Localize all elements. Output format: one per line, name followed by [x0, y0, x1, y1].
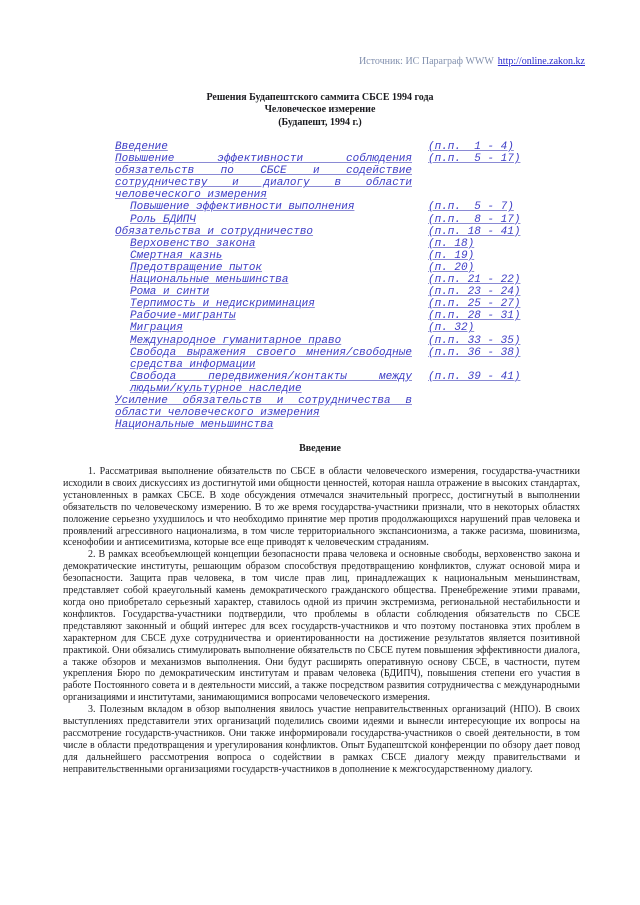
toc-entry-paragraph-ref: (п. 19): [428, 249, 475, 262]
toc-entry-label: Предотвращение пыток: [130, 261, 263, 274]
toc-link[interactable]: [115, 335, 555, 347]
toc-entry-paragraph-ref: (п.п. 21 - 22): [428, 274, 521, 287]
toc-entry-paragraph-ref: (п.п. 18 - 41): [428, 225, 521, 238]
toc-entry-paragraph-ref: (п.п. 23 - 24): [428, 286, 521, 299]
toc-entry-label: Усиление обязательств и сотрудничества в области человеческого измерения: [115, 394, 412, 420]
toc-entry-paragraph-ref: (п.п. 5 - 17): [428, 153, 521, 166]
toc-entry-paragraph-ref: (п.п. 39 - 41): [428, 370, 521, 383]
toc-link[interactable]: [115, 310, 555, 322]
toc-link[interactable]: [115, 238, 555, 250]
toc-link[interactable]: [115, 347, 555, 371]
toc-link[interactable]: [115, 274, 555, 286]
toc-entry-label: Миграция: [130, 322, 183, 335]
toc-link[interactable]: [115, 153, 555, 201]
toc-link[interactable]: [115, 395, 555, 419]
toc-entry-label: Верховенство закона: [130, 237, 256, 250]
toc-entry-label: Свобода передвижения/контакты между людьми/культурное наследие: [130, 370, 412, 395]
toc-entry-label: Национальные меньшинства: [130, 274, 289, 287]
toc-link[interactable]: [115, 298, 555, 310]
toc-link[interactable]: [115, 214, 555, 226]
toc-entry-paragraph-ref: (п. 32): [428, 322, 475, 335]
source-line: [359, 56, 585, 68]
toc-entry-paragraph-ref: (п.п. 36 - 38): [428, 346, 521, 359]
toc-entry-paragraph-ref: (п.п. 28 - 31): [428, 310, 521, 323]
toc-link[interactable]: [115, 201, 555, 213]
toc-entry-paragraph-ref: (п.п. 33 - 35): [428, 334, 521, 347]
body-paragraph: 1. Рассматривая выполнение обязательств по СБСЕ в области человеческого измерения, государства-участники исходили в своих дискуссиях из достигнутой ими общности ценностей, которая нашла отражение в высоких стандартах, установленных в рамках СБСЕ. В ходе обсуждения отмечался значительный прогресс, достигнутый в выполнении обязательств по человеческому измерению. В то же время государства-участники признали, что в некоторых областях положение серьезно ухудшилось и что необходимо принятие мер против продолжающихся нарушений прав человека и проявлений агрессивного национализма, в том числе территориального экспансионизма, а также расизма, шовинизма, ксенофобии и антисемитизма, которые все еще приводят к человеческим страданиям.: [63, 466, 580, 549]
toc-entry-label: Обязательства и сотрудничество: [115, 225, 314, 238]
toc-entry-paragraph-ref: (п.п. 8 - 17): [428, 213, 521, 226]
toc-link[interactable]: [115, 371, 555, 395]
title-line-1: Решения Будапештского саммита СБСЕ 1994 года: [206, 92, 434, 103]
toc-entry-label: Терпимость и недискриминация: [130, 298, 315, 311]
table-of-contents: [115, 141, 555, 431]
toc-entry-paragraph-ref: (п.п. 25 - 27): [428, 298, 521, 311]
toc-link[interactable]: [115, 419, 555, 431]
toc-entry-label: Введение: [115, 141, 168, 153]
toc-entry-label: Роль БДИПЧ: [130, 213, 197, 226]
toc-entry-label: Рабочие-мигранты: [130, 310, 236, 323]
body-paragraph: 3. Полезным вкладом в обзор выполнения явилось участие неправительственных организаций (НПО). В своих выступлениях представители этих организаций поделились своими идеями и вынесли интересующие их вопросы на рассмотрение государств-участников. Они также информировали государства-участников о своей деятельности, в том числе в области предотвращения и урегулирования конфликтов. Опыт Будапештской конференции по обзору дает повод для дальнейшего рассмотрения вопроса о содействии в рамках СБСЕ диалогу между правительствами и неправительственными организациями государств-участников в дополнение к межгосударственному диалогу.: [63, 704, 580, 775]
toc-entry-paragraph-ref: (п.п. 5 - 7): [428, 201, 514, 214]
source-link[interactable]: http://online.zakon.kz: [497, 56, 585, 67]
toc-entry-paragraph-ref: (п.п. 1 - 4): [428, 141, 514, 153]
toc-link[interactable]: [115, 286, 555, 298]
toc-link[interactable]: [115, 226, 555, 238]
document-body: [63, 466, 580, 776]
source-label: Источник: ИС Параграф WWW: [358, 56, 494, 67]
toc-entry-label: Повышение эффективности соблюдения обязательств по СБСЕ и содействие сотрудничеству и диалогу в области человеческого измерения: [115, 153, 412, 202]
toc-link[interactable]: [115, 250, 555, 262]
body-paragraph: 2. В рамках всеобъемлющей концепции безопасности права человека и основные свободы, верховенство закона и демократические институты, решающим образом способствуя предотвращению конфликтов, служат основой мира и безопасности. Защита прав человека, в том числе прав лиц, принадлежащих к национальным меньшинствам, представляет собой краеугольный камень демократического гражданского общества. Пренебрежение этими правами, когда оно приобретало серьезный характер, ставилось одной из причин экстремизма, региональной нестабильности и конфликтов. Государства-участники подтвердили, что проблемы в области соблюдения обязательств по СБСЕ представляют законный и общий интерес для всех государств-участников и что поэтому постановка этих проблем в характерном для СБСЕ духе сотрудничества и ориентированности на достижение результатов является позитивной практикой. Они обязались стимулировать выполнение обязательств по СБСЕ путем повышения эффективности диалога, а также обзоров и механизмов выполнения. Они будут расширять оперативную основу СБСЕ, в частности, путем укрепления Бюро по демократическим институтам и правам человека (БДИПЧ), повышения степени его участия в работе Постоянного совета и в деятельности миссий, а также посредством развития сотрудничества с международными организациями и институтами, занимающимися вопросами человеческого измерения.: [63, 549, 580, 704]
toc-entry-label: Международное гуманитарное право: [130, 334, 342, 347]
document-title: [0, 92, 640, 129]
toc-entry-label: Смертная казнь: [130, 249, 223, 262]
toc-entry-paragraph-ref: (п. 18): [428, 237, 475, 250]
toc-link[interactable]: [115, 262, 555, 274]
section-heading-introduction: Введение: [299, 443, 341, 454]
toc-entry-label: Свобода выражения своего мнения/свободные средства информации: [130, 346, 412, 371]
toc-entry-label: Повышение эффективности выполнения: [130, 201, 355, 214]
title-line-2: Человеческое измерение: [264, 104, 376, 116]
toc-link[interactable]: [115, 141, 555, 153]
toc-link[interactable]: [115, 322, 555, 334]
title-line-3: (Будапешт, 1994 г.): [278, 116, 362, 128]
toc-entry-paragraph-ref: (п. 20): [428, 261, 475, 274]
toc-entry-label: Рома и синти: [130, 286, 210, 299]
toc-entry-label: Национальные меньшинства: [115, 419, 274, 432]
